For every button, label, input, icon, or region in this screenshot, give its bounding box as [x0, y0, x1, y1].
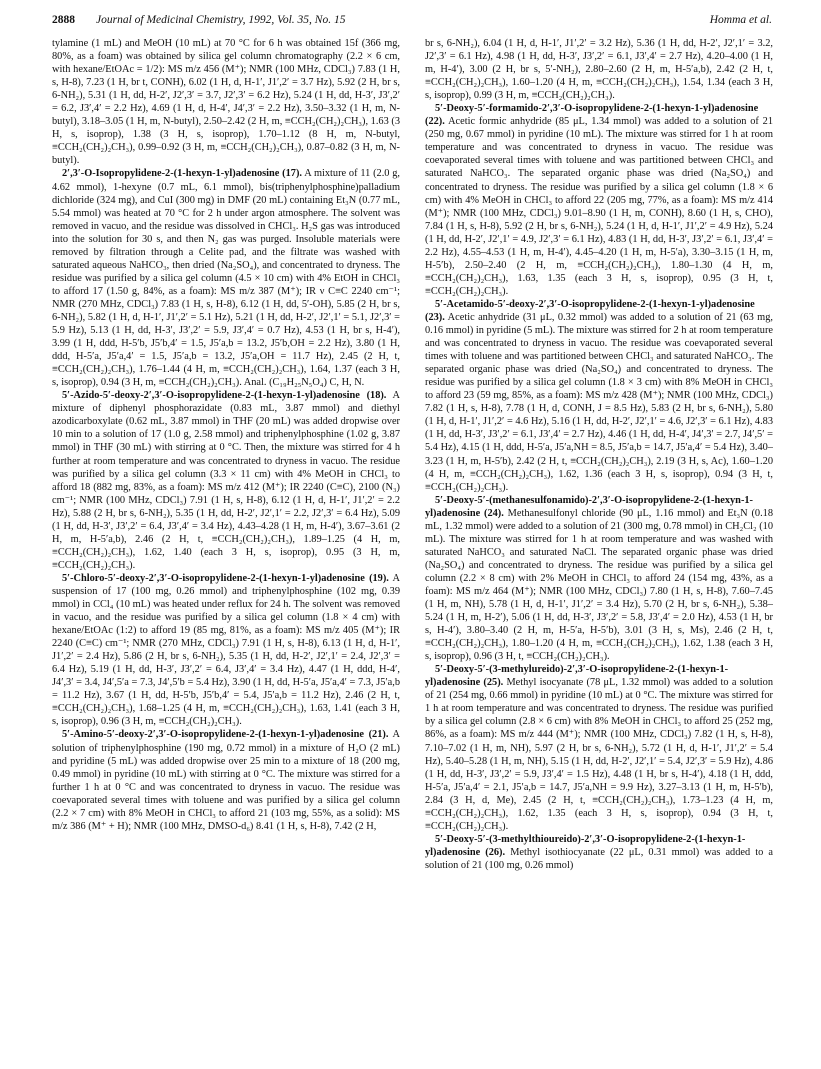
- experimental-entry: [52, 728, 400, 832]
- experimental-entry: [425, 102, 773, 298]
- experimental-entry: [425, 833, 773, 872]
- paragraph-text: A mixture of diphenyl phosphorazidate (0.83 mL, 3.87 mmol) and diethyl azodicarboxylate (0.62 mL, 3.87 mmol) in THF (20 mL) was added dropwise over 10 min to a solution of 17 (1.0 g, 2.58 mmol) and triphenylphosphine (1.02 g, 3.87 mmol) in THF (30 mL) with stirring at 0 °C. Then, the mixture was stirred for 4 h further at room temperature and was concentrated to dryness in vacuo. The residue was purified by a silica gel column (3.3 × 11 cm) with 4% MeOH in CHCl₃ to afford 18 (882 mg, 83%, as a foam): MS m/z 412 (M⁺); IR 2240 (C≡C), 2100 (N₃) cm⁻¹; NMR (100 MHz, CDCl₃) 7.91 (1 H, s, H-8), 6.12 (1 H, d, H-1′, J1′,2′ = 2.2 Hz), 5.88 (2 H, br s, 6-NH₂), 5.35 (1 H, dd, H-2′, J2′,1′ = 2.2, J2′,3′ = 6.4 Hz), 5.09 (1 H, dd, H-3′, J3′,2′ = 6.4, J3′,4′ = 3.4 Hz), 4.43–4.28 (1 H, m, H-4′), 3.67–3.61 (2 H, m, H-5′a,b), 2.46 (2 H, t, ≡CCH₂(CH₂)₂CH₃), 1.89–1.25 (4 H, m, ≡CCH₂(CH₂)₂CH₃), 1.62, 1.40 (each 3 H, s, isoprop), 0.95 (3 H, m, ≡CCH₂(CH₂)₂CH₃).: [52, 390, 400, 571]
- experimental-entry: [425, 663, 773, 833]
- right-column: [425, 37, 773, 1057]
- paragraph-text: Acetic anhydride (31 μL, 0.32 mmol) was added to a solution of 21 (63 mg, 0.16 mmol) in pyridine (5 mL). The mixture was stirred for 2 h at room temperature and was concentrated to dryness in vacuo. The residue was coevaporated several times with toluene and was partitioned between CHCl₃ and saturated NaHCO₃. The separated organic phase was dried (Na₂SO₄) and concentrated to dryness. The residue was purified by a silica gel column (1.8 × 3 cm) with 8% MeOH in CHCl₃ to afford 23 (59 mg, 85%, as a foam): MS m/z 428 (M⁺); NMR (100 MHz, CDCl₃) 7.82 (1 H, s, H-8), 7.78 (1 H, d, CONH, J = 8.5 Hz), 5.83 (2 H, br s, 6-NH₂), 5.80 (1 H, d, H-1′, J1′,2′ = 4.6 Hz), 5.16 (1 H, dd, H-2′, J2′,1′ = 4.6, J2′,3′ = 6.1 Hz), 4.83 (1 H, dd, H-3′, J3′,2′ = 6.1, J3′,4′ = 2.7 Hz), 4.46 (1 H, dd, H-4′, J4′,3′ = 2.7, J4′,5′ = 5.4 Hz), 4.15 (1 H, ddd, H-5′a, J5′a,NH = 8.5, J5′a,b = 14.7, J5′a,4′ = 5.4 Hz), 3.40–3.23 (1 H, m, H-5′b), 2.42 (2 H, t, ≡CCH₂(CH₂)₂CH₃), 2.19 (3 H, s, Ac), 1.60–1.20 (4 H, m, ≡CCH₂(CH₂)₂CH₃), 1.62, 1.36 (each 3 H, s, isoprop), 0.94 (3 H, t, ≡CCH₂(CH₂)₂CH₃).: [425, 311, 773, 493]
- experimental-entry: [52, 572, 400, 729]
- page-number: 2888: [52, 14, 75, 26]
- compound-heading: 5′-Amino-5′-deoxy-2′,3′-O-isopropylidene-2-(1-hexyn-1-yl)adenosine (21).: [62, 729, 389, 741]
- experimental-entry: [52, 167, 400, 389]
- compound-heading: 5′-Deoxy-5′-(3-methylureido)-2′,3′-O-isopropylidene-2-(1-hexyn-1-yl)adenosine (25).: [425, 664, 729, 689]
- experimental-entry: [425, 494, 773, 664]
- compound-heading: 5′-Chloro-5′-deoxy-2′,3′-O-isopropylidene-2-(1-hexyn-1-yl)adenosine (19).: [62, 572, 389, 584]
- experimental-entry: [425, 298, 773, 494]
- experimental-entry: [52, 389, 400, 572]
- compound-heading: 2′,3′-O-Isopropylidene-2-(1-hexyn-1-yl)adenosine (17).: [62, 168, 303, 180]
- paragraph-text: A mixture of 11 (2.0 g, 4.62 mmol), 1-hexyne (0.7 mL, 6.1 mmol), bis(triphenylphosphine)palladium dichloride (324 mg), and CuI (300 mg) in DMF (20 mL) containing Et₃N (0.77 mL, 5.54 mmol) was heated at 70 °C for 2 h under argon atmosphere. The solvent was removed in vacuo, and the residue was dissolved in CHCl₃. H₂S gas was introduced into the solution for 30 s, and then N₂ gas was purged. Insoluble materials were removed by filtration through a Celite pad, and the filtrate was washed with saturated aqueous NaHCO₃, then dried (Na₂SO₄), and concentrated to dryness. The residue was purified by a silica gel column (4.5 × 10 cm) with 4% EtOH in CHCl₃ to afford 17 (1.50 g, 84%, as a foam): MS m/z 387 (M⁺); IR ν C≡C 2240 cm⁻¹; NMR (270 MHz, CDCl₃) 7.83 (1 H, s, H-8), 6.12 (1 H, dd, 5′-OH), 5.85 (2 H, br s, 6-NH₂), 5.82 (1 H, d, H-1′, J1′,2′ = 5.1 Hz), 5.21 (1 H, dd, H-2′, J2′,1′ = 5.1, J2′,3′ = 5.9 Hz), 5.13 (1 H, dd, H-3′, J3′,2′ = 5.9, J3′,4′ = 0.7 Hz), 4.53 (1 H, br s, H-4′), 3.99 (1 H, ddd, H-5′b, J5′b,4′ = 1.5, J5′a,b = 13.2, J5′b,OH = 2.2 Hz), 3.80 (1 H, ddd, H-5′a, J5′a,4′ = 1.5, J5′a,b = 13.2, J5′a,OH = 11.7 Hz), 2.45 (2 H, t, ≡CCH₂(CH₂)₂CH₃), 1.76–1.44 (4 H, m, ≡CCH₂(CH₂)₂CH₃), 1.64, 1.37 (each 3 H, s, isoprop), 0.94 (3 H, m, ≡CCH₂(CH₂)₂CH₃). Anal. (C₁₉H₂₅N₅O₄) C, H, N.: [52, 168, 400, 389]
- compound-heading: 5′-Deoxy-5′-(methanesulfonamido)-2′,3′-O-isopropylidene-2-(1-hexyn-1-yl)adenosine (24).: [425, 494, 753, 519]
- paragraph-text: A solution of triphenylphosphine (190 mg, 0.72 mmol) in a mixture of H₂O (2 mL) and pyridine (5 mL) was added dropwise over 25 min to a mixture of 18 (200 mg, 0.49 mmol) in pyridine (10 mL) with stirring at 0 °C. The mixture was stirred for a further 1 h at 0 °C and was concentrated to dryness in vacuo. The residue was coevaporated several times with toluene and was purified by a silica gel column (2.2 × 7 cm) with 8% MeOH in CHCl₃ to afford 21 (103 mg, 55%, as a solid): MS m/z 386 (M⁺ + H); NMR (100 MHz, DMSO-d₆) 8.41 (1 H, s, H-8), 7.42 (2 H,: [52, 729, 400, 832]
- paragraph-text: Methyl isothiocyanate (22 μL, 0.31 mmol) was added to a solution of 21 (100 mg, 0.26 mmol): [425, 846, 773, 871]
- page-header: [52, 14, 772, 30]
- compound-heading: 5′-Azido-5′-deoxy-2′,3′-O-isopropylidene-2-(1-hexyn-1-yl)adenosine (18).: [62, 390, 387, 402]
- paragraph-text: Methyl isocyanate (78 μL, 1.32 mmol) was added to a solution of 21 (254 mg, 0.66 mmol) in pyridine (10 mL) at 0 °C. The mixture was stirred for 1 h at room temperature and was concentrated to dryness. The residue was purified by a silica gel column (2.8 × 6 cm) with 8% MeOH in CHCl₃ to afford 25 (252 mg, 86%, as a foam): MS m/z 444 (M⁺); NMR (100 MHz, CDCl₃) 7.82 (1 H, s, H-8), 7.10–7.02 (1 H, m, NH), 5.97 (2 H, br s, 6-NH₂), 5.72 (1 H, d, H-1′, J1′,2′ = 5.4 Hz), 5.40–5.28 (1 H, m, NH), 5.15 (1 H, dd, H-2′, J2′,1′ = 5.4, J2′,3′ = 5.9 Hz), 4.86 (1 H, dd, H-3′, J3′,2′ = 5.9, J3′,4′ = 1.5 Hz), 4.48 (1 H, br s, H-4′), 4.18 (1 H, ddd, H-5′a, J5′a,4′ = 2.1, J5′a,b = 14.7, J5′a,NH = 9.9 Hz), 3.27–3.13 (1 H, m, H-5′b), 2.84 (3 H, d, Me), 2.45 (2 H, t, ≡CCH₂(CH₂)₂CH₃), 1.73–1.23 (4 H, m, ≡CCH₂(CH₂)₂CH₃), 1.62, 1.35 (each 3 H, s, isoprop), 0.94 (3 H, t, ≡CCH₂(CH₂)₂CH₃).: [425, 677, 773, 832]
- compound-heading: 5′-Deoxy-5′-formamido-2′,3′-O-isopropylidene-2-(1-hexyn-1-yl)adenosine (22).: [425, 103, 759, 128]
- paragraph-text: Methanesulfonyl chloride (90 μL, 1.16 mmol) and Et₃N (0.18 mL, 1.32 mmol) were added to a solution of 21 (300 mg, 0.78 mmol) in CH₂Cl₂ (10 mL). The mixture was stirred for 1 h at room temperature and was washed with saturated NaHCO₃ and saturated NaCl. The separated organic phase was dried (Na₂SO₄) and concentrated to dryness. The residue was purified by a silica gel column (2.2 × 8 cm) with 2% MeOH in CHCl₃ to afford 24 (154 mg, 43%, as a foam): MS m/z 464 (M⁺); NMR (100 MHz, CDCl₃) 7.80 (1 H, s, H-8), 7.60–7.45 (1 H, m, NH), 5.78 (1 H, d, H-1′, J1′,2′ = 3.4 Hz), 5.70 (2 H, br s, 6-NH₂), 5.38–5.24 (1 H, m, H-2′), 5.06 (1 H, dd, H-3′, J3′,2′ = 5.8, J3′,4′ = 2.0 Hz), 4.53 (1 H, br s, H-4′), 3.80–3.40 (2 H, m, H-5′a, H-5′b), 3.01 (3 H, s, Ms), 2.46 (2 H, t, ≡CCH₂(CH₂)₂CH₃), 1.80–1.20 (4 H, m, ≡CCH₂(CH₂)₂CH₃), 1.62, 1.38 (each 3 H, s, isoprop), 0.96 (3 H, t, ≡CCH₂(CH₂)₂CH₃).: [425, 507, 773, 663]
- compound-heading: 5′-Acetamido-5′-deoxy-2′,3′-O-isopropylidene-2-(1-hexyn-1-yl)adenosine (23).: [425, 298, 755, 323]
- running-head-authors: Homma et al.: [709, 14, 772, 26]
- paragraph: br s, 6-NH₂), 6.04 (1 H, d, H-1′, J1′,2′ = 3.2 Hz), 5.36 (1 H, dd, H-2′, J2′,1′ = 3.2, J2′,3′ = 6.1 Hz), 4.98 (1 H, dd, H-3′, J3′,2′ = 6.1, J3′,4′ = 2.7 Hz), 4.20–4.00 (1 H, m, H-4′), 3.00 (2 H, br s, 5′-NH₂), 2.80–2.60 (2 H, m, H-5′a,b), 2.42 (2 H, t, ≡CCH₂(CH₂)₂CH₃), 1.60–1.20 (4 H, m, ≡CCH₂(CH₂)₂CH₃), 1.54, 1.34 (each 3 H, s, isoprop), 0.99 (3 H, m, ≡CCH₂(CH₂)₂CH₃).: [425, 38, 773, 102]
- paragraph: tylamine (1 mL) and MeOH (10 mL) at 70 °C for 6 h was obtained 15f (366 mg, 80%, as a foam) was obtained by silica gel column chromatography (2.2 × 6 cm, with hexane/EtOAc = 1/2): MS m/z 456 (M⁺); NMR (100 MHz, CDCl₃) 7.83 (1 H, s, H-8), 7.23 (1 H, br t, CONH), 6.02 (1 H, d, H-1′, J1′,2′ = 3.7 Hz), 5.92 (2 H, br s, 6-NH₂), 5.31 (1 H, dd, H-2′, J2′,3′ = 3.7, J2′,3′ = 6.2 Hz), 5.24 (1 H, dd, H-3′, J3′,2′ = 6.2, J3′,4′ = 2.2 Hz), 4.69 (1 H, d, H-4′, J4′,3′ = 2.2 Hz), 3.50–3.32 (1 H, m, N-butyl), 3.18–3.05 (1 H, m, N-butyl), 2.50–2.42 (2 H, m, ≡CCH₂(CH₂)₂CH₃), 1.63 (3 H, s, isoprop), 1.38 (3 H, s, isoprop), 1.70–1.12 (8 H, m, N-butyl, ≡CCH₂(CH₂)₂CH₃), 0.99–0.92 (3 H, m, ≡CCH₂(CH₂)₂CH₃), 0.87–0.82 (3 H, m, N-butyl).: [52, 38, 400, 167]
- journal-citation: Journal of Medicinal Chemistry, 1992, Vol. 35, No. 15: [96, 14, 346, 26]
- paragraph-text: Acetic formic anhydride (85 μL, 1.34 mmol) was added to a solution of 21 (250 mg, 0.67 mmol) in pyridine (10 mL). The mixture was stirred for 1 h at room temperature and was concentrated to dryness in vacuo. The residue was coevaporated several times with toluene and was partitioned between CHCl₃ and saturated NaHCO₃. The separated organic phase was dried (Na₂SO₄) and concentrated to dryness. The residue was purified by a silica gel column (1.8 × 6 cm) with 4% MeOH in CHCl₃ to afford 22 (205 mg, 77%, as a foam): MS m/z 414 (M⁺); NMR (100 MHz, CDCl₃) 9.01–8.90 (1 H, m, CONH), 8.60 (1 H, s, CHO), 7.84 (1 H, s, H-8), 5.92 (2 H, br s, 6-NH₂), 5.24 (1 H, d, H-1′, J1′,2′ = 4.9 Hz), 5.24 (1 H, dd, H-2′, J2′,1′ = 4.9, J2′,3′ = 6.1 Hz), 4.83 (1 H, dd, H-3′, J3′,2′ = 6.1, J3′,4′ = 2.2 Hz), 4.55–4.53 (1 H, m, H-4′), 4.45–4.20 (1 H, m, H-5′a), 3.30–3.15 (1 H, m, H-5′b), 2.50–2.40 (2 H, m, ≡CCH₂(CH₂)₂CH₃), 1.80–1.30 (4 H, m, ≡CCH₂(CH₂)₂CH₃), 1.63, 1.35 (each 3 H, s, isoprop), 0.95 (3 H, t, ≡CCH₂(CH₂)₂CH₃).: [425, 116, 773, 297]
- left-column: [52, 37, 400, 1057]
- compound-heading: 5′-Deoxy-5′-(3-methylthioureido)-2′,3′-O-isopropylidene-2-(1-hexyn-1-yl)adenosine (26).: [425, 833, 746, 858]
- paragraph-text: A suspension of 17 (100 mg, 0.26 mmol) and triphenylphosphine (102 mg, 0.39 mmol) in CCl₄ (10 mL) was heated under reflux for 24 h. The solvent was removed in vacuo, and the residue was purified by a silica gel column (1.8 × 4 cm) with hexane/EtOAc (1:2) to afford 19 (85 mg, 81%, as a foam): MS m/z 405 (M⁺); IR 2240 (C≡C) cm⁻¹; NMR (270 MHz, CDCl₃) 7.91 (1 H, s, H-8), 6.13 (1 H, d, H-1′, J1′,2′ = 2.4 Hz), 5.86 (2 H, br s, 6-NH₂), 5.35 (1 H, dd, H-2′, J2′,1′ = 2.4, J2′,3′ = 6.4 Hz), 5.19 (1 H, dd, H-3′, J3′,2′ = 6.4, J3′,4′ = 3.4 Hz), 4.47 (1 H, ddd, H-4′, J4′,3′ = 3.4, J4′,5′a = 7.3, J4′,5′b = 5.4 Hz), 3.90 (1 H, dd, H-5′a, J5′a,4′ = 7.3, J5′a,b = 11.2 Hz), 3.67 (1 H, dd, H-5′b, J5′b,4′ = 5.4, J5′a,b = 11.2 Hz), 2.46 (2 H, t, ≡CCH₂(CH₂)₂CH₃), 1.68–1.25 (4 H, m, ≡CCH₂(CH₂)₂CH₃), 1.63, 1.41 (each 3 H, s, isoprop), 0.96 (3 H, m, ≡CCH₂(CH₂)₂CH₃).: [52, 572, 400, 728]
